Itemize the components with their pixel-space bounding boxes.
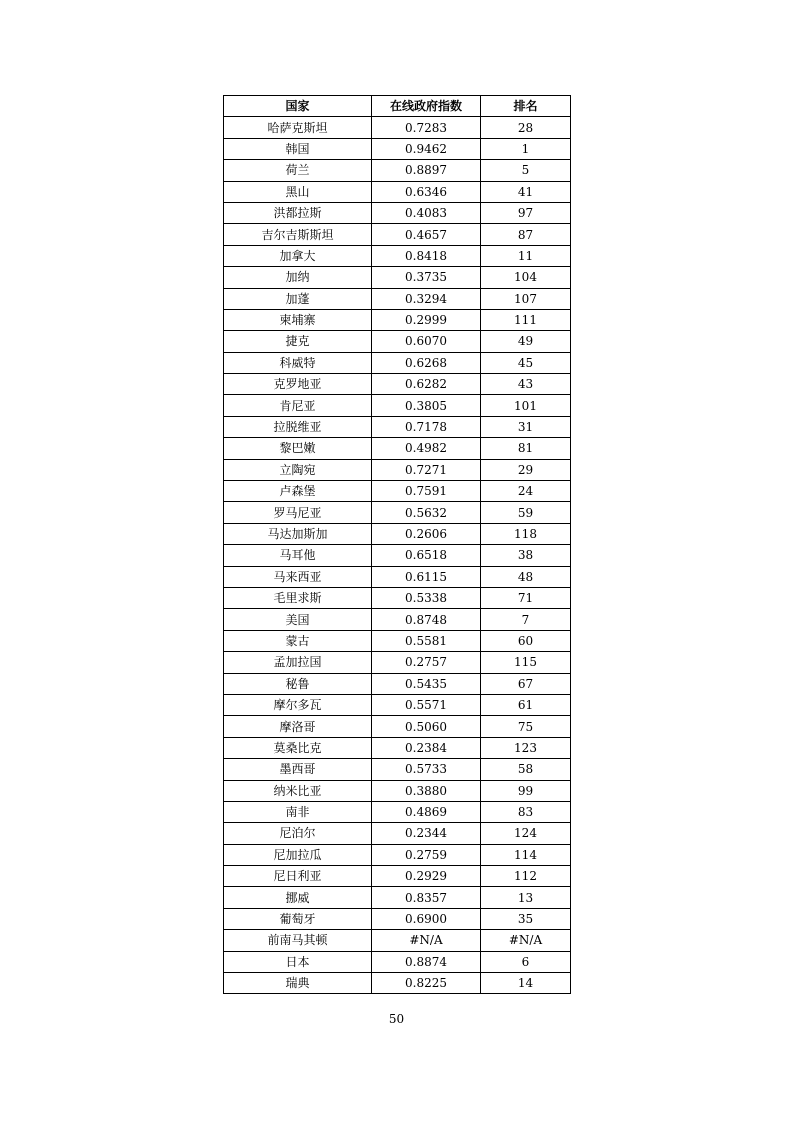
cell-country: 瑞典 (224, 973, 372, 994)
cell-index: 0.5733 (372, 759, 481, 780)
cell-index: 0.6115 (372, 566, 481, 587)
cell-index: 0.8897 (372, 160, 481, 181)
cell-index: 0.2929 (372, 866, 481, 887)
cell-country: 肯尼亚 (224, 395, 372, 416)
cell-rank: 58 (481, 759, 571, 780)
cell-country: 罗马尼亚 (224, 502, 372, 523)
cell-index: #N/A (372, 930, 481, 951)
cell-rank: 111 (481, 309, 571, 330)
table-row (224, 951, 571, 972)
cell-rank: 104 (481, 267, 571, 288)
cell-rank: 107 (481, 288, 571, 309)
cell-index: 0.2757 (372, 652, 481, 673)
cell-index: 0.3294 (372, 288, 481, 309)
cell-country: 蒙古 (224, 630, 372, 651)
cell-country: 黑山 (224, 181, 372, 202)
cell-country: 拉脱维亚 (224, 416, 372, 437)
cell-rank: 83 (481, 801, 571, 822)
table-row (224, 181, 571, 202)
cell-country: 毛里求斯 (224, 587, 372, 608)
cell-index: 0.6518 (372, 545, 481, 566)
table-row (224, 587, 571, 608)
table-header-row (224, 96, 571, 117)
table-row (224, 887, 571, 908)
table-row (224, 395, 571, 416)
page-number: 50 (388, 1012, 405, 1026)
cell-country: 秘鲁 (224, 673, 372, 694)
cell-index: 0.7271 (372, 459, 481, 480)
cell-index: 0.2999 (372, 309, 481, 330)
cell-rank: 71 (481, 587, 571, 608)
cell-rank: 123 (481, 737, 571, 758)
cell-index: 0.6900 (372, 908, 481, 929)
table-body (224, 117, 571, 994)
cell-country: 孟加拉国 (224, 652, 372, 673)
cell-index: 0.8357 (372, 887, 481, 908)
cell-index: 0.8748 (372, 609, 481, 630)
cell-index: 0.2344 (372, 823, 481, 844)
cell-rank: 13 (481, 887, 571, 908)
cell-index: 0.6268 (372, 352, 481, 373)
cell-country: 马达加斯加 (224, 523, 372, 544)
cell-country: 马耳他 (224, 545, 372, 566)
cell-country: 尼加拉瓜 (224, 844, 372, 865)
table-row (224, 224, 571, 245)
table-row (224, 202, 571, 223)
egov-index-table (223, 95, 571, 994)
table-row (224, 866, 571, 887)
table-row (224, 737, 571, 758)
cell-country: 黎巴嫩 (224, 438, 372, 459)
table-row (224, 844, 571, 865)
cell-rank: 87 (481, 224, 571, 245)
cell-country: 科威特 (224, 352, 372, 373)
table-row (224, 973, 571, 994)
table-row (224, 908, 571, 929)
cell-country: 捷克 (224, 331, 372, 352)
cell-index: 0.8225 (372, 973, 481, 994)
header-online-gov-index: 在线政府指数 (372, 96, 481, 117)
table-row (224, 331, 571, 352)
cell-country: 葡萄牙 (224, 908, 372, 929)
cell-index: 0.4982 (372, 438, 481, 459)
cell-country: 挪威 (224, 887, 372, 908)
cell-country: 前南马其顿 (224, 930, 372, 951)
cell-rank: 35 (481, 908, 571, 929)
cell-country: 加纳 (224, 267, 372, 288)
cell-index: 0.2759 (372, 844, 481, 865)
cell-rank: 5 (481, 160, 571, 181)
table-row (224, 138, 571, 159)
cell-rank: 14 (481, 973, 571, 994)
cell-country: 尼日利亚 (224, 866, 372, 887)
table-row (224, 160, 571, 181)
cell-rank: 114 (481, 844, 571, 865)
table-row (224, 352, 571, 373)
cell-rank: 99 (481, 780, 571, 801)
cell-rank: 81 (481, 438, 571, 459)
table-row (224, 652, 571, 673)
cell-index: 0.4083 (372, 202, 481, 223)
cell-country: 尼泊尔 (224, 823, 372, 844)
cell-index: 0.8874 (372, 951, 481, 972)
cell-rank: 48 (481, 566, 571, 587)
cell-rank: 115 (481, 652, 571, 673)
cell-country: 克罗地亚 (224, 374, 372, 395)
cell-country: 荷兰 (224, 160, 372, 181)
cell-rank: 45 (481, 352, 571, 373)
cell-rank: 38 (481, 545, 571, 566)
cell-index: 0.9462 (372, 138, 481, 159)
cell-rank: 75 (481, 716, 571, 737)
cell-rank: #N/A (481, 930, 571, 951)
cell-index: 0.3880 (372, 780, 481, 801)
table-row (224, 245, 571, 266)
table-row (224, 780, 571, 801)
cell-rank: 97 (481, 202, 571, 223)
table-row (224, 523, 571, 544)
table-row (224, 759, 571, 780)
cell-index: 0.6070 (372, 331, 481, 352)
cell-index: 0.5571 (372, 694, 481, 715)
cell-country: 立陶宛 (224, 459, 372, 480)
cell-index: 0.2384 (372, 737, 481, 758)
cell-index: 0.7178 (372, 416, 481, 437)
cell-rank: 41 (481, 181, 571, 202)
cell-country: 墨西哥 (224, 759, 372, 780)
cell-country: 马来西亚 (224, 566, 372, 587)
cell-rank: 112 (481, 866, 571, 887)
cell-country: 摩洛哥 (224, 716, 372, 737)
cell-country: 哈萨克斯坦 (224, 117, 372, 138)
cell-country: 日本 (224, 951, 372, 972)
cell-index: 0.7283 (372, 117, 481, 138)
cell-rank: 29 (481, 459, 571, 480)
cell-index: 0.4657 (372, 224, 481, 245)
table-row (224, 288, 571, 309)
cell-country: 吉尔吉斯斯坦 (224, 224, 372, 245)
cell-rank: 28 (481, 117, 571, 138)
table-row (224, 374, 571, 395)
table-row (224, 566, 571, 587)
cell-country: 洪都拉斯 (224, 202, 372, 223)
cell-country: 摩尔多瓦 (224, 694, 372, 715)
cell-index: 0.6346 (372, 181, 481, 202)
table-row (224, 801, 571, 822)
cell-country: 美国 (224, 609, 372, 630)
table-row (224, 545, 571, 566)
cell-rank: 11 (481, 245, 571, 266)
cell-country: 南非 (224, 801, 372, 822)
table-row (224, 630, 571, 651)
cell-index: 0.5060 (372, 716, 481, 737)
cell-index: 0.3805 (372, 395, 481, 416)
cell-rank: 124 (481, 823, 571, 844)
cell-rank: 49 (481, 331, 571, 352)
table-row (224, 502, 571, 523)
cell-index: 0.5581 (372, 630, 481, 651)
table-row (224, 481, 571, 502)
cell-country: 加拿大 (224, 245, 372, 266)
cell-rank: 61 (481, 694, 571, 715)
cell-country: 韩国 (224, 138, 372, 159)
cell-index: 0.8418 (372, 245, 481, 266)
cell-index: 0.3735 (372, 267, 481, 288)
cell-rank: 31 (481, 416, 571, 437)
table-row (224, 459, 571, 480)
header-rank: 排名 (481, 96, 571, 117)
cell-rank: 118 (481, 523, 571, 544)
table-row (224, 267, 571, 288)
cell-rank: 43 (481, 374, 571, 395)
cell-index: 0.6282 (372, 374, 481, 395)
table-row (224, 438, 571, 459)
cell-rank: 59 (481, 502, 571, 523)
cell-country: 莫桑比克 (224, 737, 372, 758)
cell-index: 0.5632 (372, 502, 481, 523)
cell-rank: 7 (481, 609, 571, 630)
table-row (224, 694, 571, 715)
cell-index: 0.5338 (372, 587, 481, 608)
table-row (224, 823, 571, 844)
table-row (224, 930, 571, 951)
table-row (224, 609, 571, 630)
cell-rank: 24 (481, 481, 571, 502)
cell-rank: 67 (481, 673, 571, 694)
table-row (224, 716, 571, 737)
cell-index: 0.5435 (372, 673, 481, 694)
header-country: 国家 (224, 96, 372, 117)
table-row (224, 673, 571, 694)
cell-index: 0.2606 (372, 523, 481, 544)
cell-index: 0.4869 (372, 801, 481, 822)
cell-country: 加蓬 (224, 288, 372, 309)
cell-rank: 101 (481, 395, 571, 416)
cell-index: 0.7591 (372, 481, 481, 502)
cell-rank: 6 (481, 951, 571, 972)
cell-rank: 60 (481, 630, 571, 651)
cell-country: 柬埔寨 (224, 309, 372, 330)
table-row (224, 416, 571, 437)
cell-country: 纳米比亚 (224, 780, 372, 801)
cell-country: 卢森堡 (224, 481, 372, 502)
table-row (224, 309, 571, 330)
table-row (224, 117, 571, 138)
cell-rank: 1 (481, 138, 571, 159)
